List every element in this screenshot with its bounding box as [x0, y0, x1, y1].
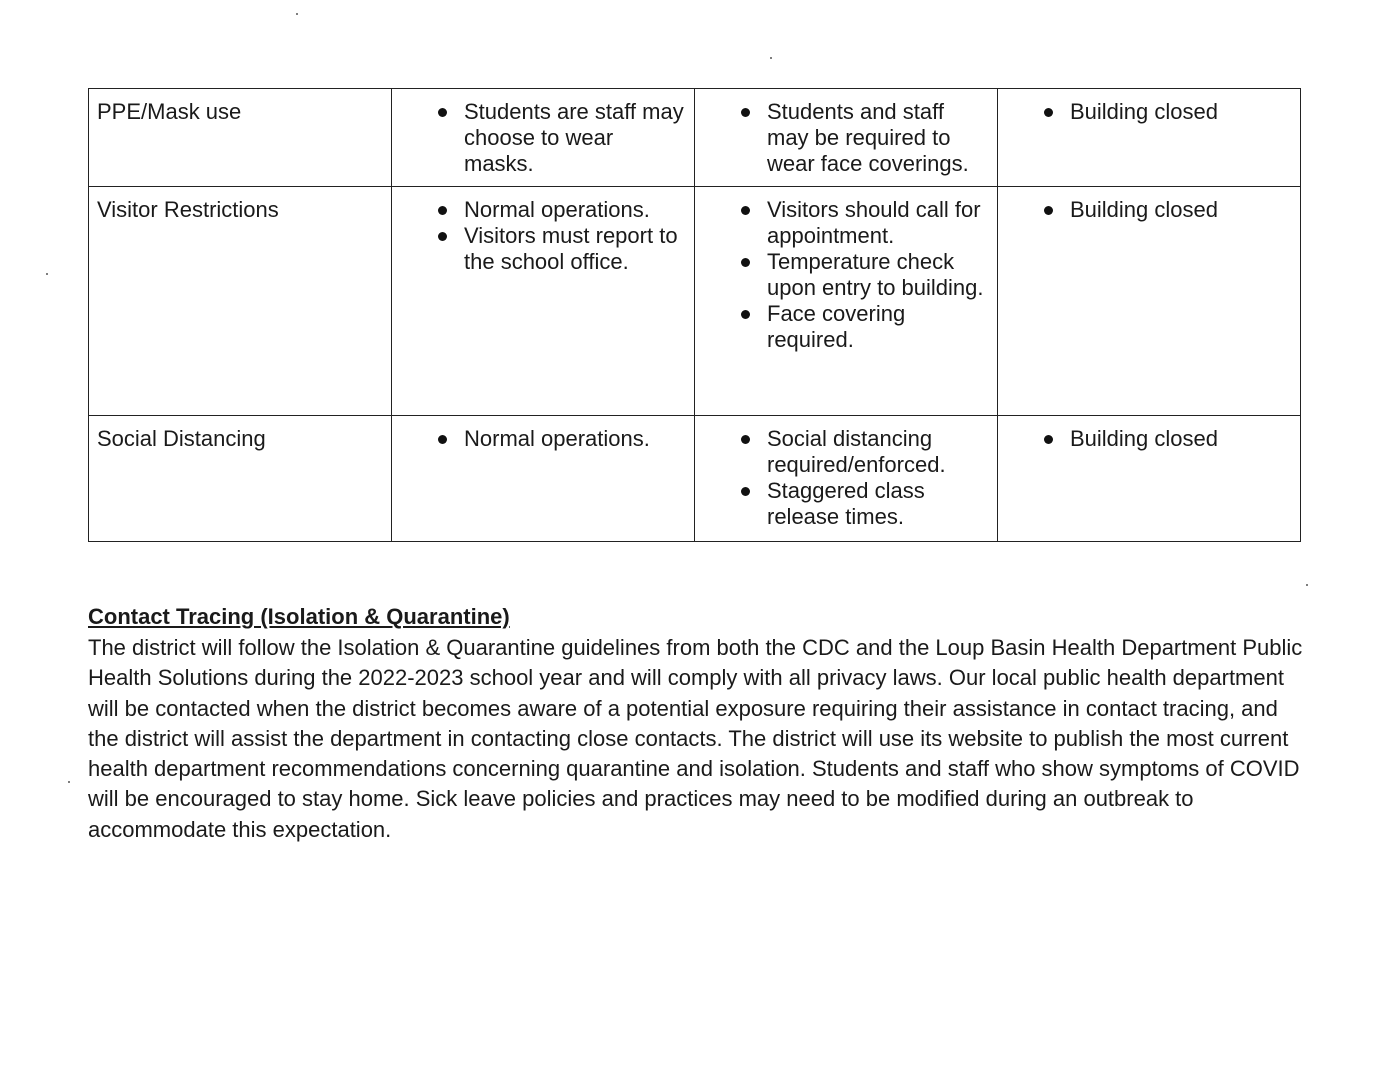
level-3-cell: [695, 187, 998, 416]
bullet-list: [400, 99, 686, 177]
bullet-item: Social distancing required/enforced.: [767, 426, 989, 478]
row-label: Social Distancing: [97, 426, 266, 451]
scan-speck: [1306, 584, 1308, 586]
table-row-ppe-mask-use: [89, 89, 1301, 187]
table-row-social-distancing: [89, 416, 1301, 542]
bullet-list: [703, 197, 989, 353]
row-label: Visitor Restrictions: [97, 197, 279, 222]
bullet-list: [1006, 99, 1292, 125]
row-label-cell: [89, 187, 392, 416]
bullet-item: Visitors should call for appointment.: [767, 197, 989, 249]
table-row-visitor-restrictions: [89, 187, 1301, 416]
bullet-item: Normal operations.: [464, 197, 686, 223]
scan-speck: [68, 781, 70, 783]
level-4-cell: [998, 89, 1301, 187]
bullet-item: Temperature check upon entry to building.: [767, 249, 989, 301]
bullet-list: [703, 99, 989, 177]
level-2-cell: [392, 187, 695, 416]
scan-speck: [296, 13, 298, 15]
bullet-item: Students and staff may be required to wear face coverings.: [767, 99, 989, 177]
section-body: The district will follow the Isolation & Quarantine guidelines from both the CDC and the Loup Basin Health Department Public Health Solutions during the 2022-2023 school year and will comply with all privacy laws. Our local public health department will be contacted when the district becomes aware of a potential exposure requiring their assistance in contact tracing, and the district will assist the department in contacting close contacts. The district will use its website to publish the most current health department recommendations concerning quarantine and isolation. Students and staff who show symptoms of COVID will be encouraged to stay home. Sick leave policies and practices may need to be modified during an outbreak to accommodate this expectation.: [88, 635, 1303, 842]
bullet-list: [703, 426, 989, 530]
bullet-list: [1006, 197, 1292, 223]
bullet-list: [1006, 426, 1292, 452]
scan-speck: [46, 273, 48, 275]
bullet-item: Building closed: [1070, 99, 1292, 125]
row-label: PPE/Mask use: [97, 99, 242, 124]
bullet-item: Visitors must report to the school office.: [464, 223, 686, 275]
level-3-cell: [695, 89, 998, 187]
bullet-item: Face covering required.: [767, 301, 989, 353]
bullet-list: [400, 426, 686, 452]
section-heading: Contact Tracing (Isolation & Quarantine): [88, 604, 510, 629]
level-4-cell: [998, 416, 1301, 542]
level-4-cell: [998, 187, 1301, 416]
contact-tracing-section: [88, 603, 1303, 845]
scan-speck: [770, 57, 772, 59]
level-2-cell: [392, 89, 695, 187]
bullet-item: Building closed: [1070, 197, 1292, 223]
bullet-item: Students are staff may choose to wear masks.: [464, 99, 686, 177]
level-3-cell: [695, 416, 998, 542]
row-label-cell: [89, 416, 392, 542]
level-2-cell: [392, 416, 695, 542]
bullet-item: Staggered class release times.: [767, 478, 989, 530]
policy-table: [88, 88, 1301, 542]
bullet-item: Building closed: [1070, 426, 1292, 452]
bullet-list: [400, 197, 686, 275]
bullet-item: Normal operations.: [464, 426, 686, 452]
row-label-cell: [89, 89, 392, 187]
